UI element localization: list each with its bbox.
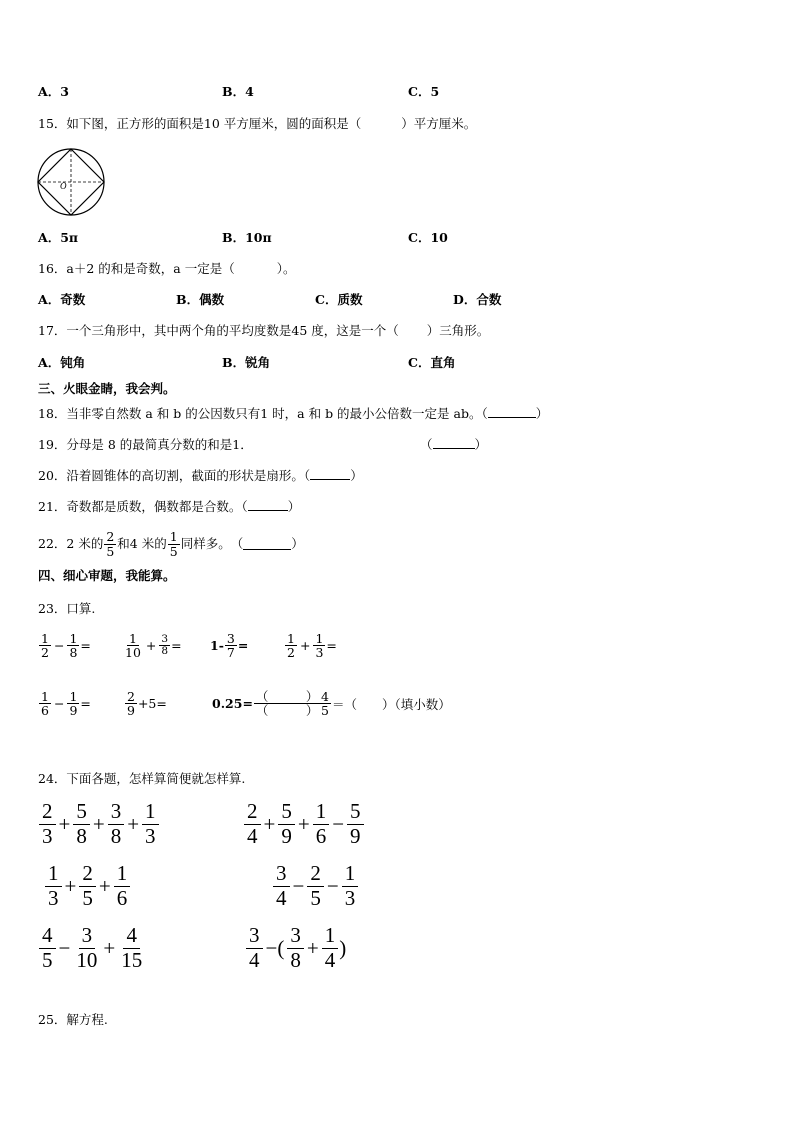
q19-answer xyxy=(420,437,487,453)
q14-option-a: A．3 xyxy=(38,84,69,99)
answer-blank[interactable] xyxy=(433,437,475,449)
q21-statement xyxy=(38,499,300,515)
q23-expr-3: 1- $\frac{3}{7}$ = xyxy=(210,631,249,661)
paren-open: （ xyxy=(420,437,433,452)
paren-close: ） xyxy=(287,499,301,514)
center-label: O xyxy=(60,181,67,191)
q24-expr-4: $\frac{3}{4}$ − $\frac{2}{5}$ − $\frac{1}{3}$ xyxy=(272,862,359,910)
q20-text: 20．沿着圆锥体的高切割，截面的形状是扇形。 xyxy=(38,468,304,483)
paren-close: ） xyxy=(535,406,549,421)
q17-text: 17．一个三角形中，其中两个角的平均度数是45 度，这是一个（ xyxy=(38,323,399,338)
q15-text: 15．如下图，正方形的面积是10 平方厘米，圆的面积是（ xyxy=(38,116,362,131)
q19-text: 19．分母是 8 的最简真分数的和是1． xyxy=(38,437,253,452)
answer-blank[interactable]: （ ） xyxy=(255,689,319,704)
q19-statement xyxy=(38,437,253,453)
q23-title: 23．口算. xyxy=(38,601,96,616)
q21-text: 21．奇数都是质数，偶数都是合数。 xyxy=(38,499,242,514)
q22-statement xyxy=(38,527,304,561)
q18-statement xyxy=(38,406,548,422)
q23-expr-1: $\frac{1}{2}$ − $\frac{1}{8}$ = xyxy=(41,631,91,661)
q24-expr-2: $\frac{2}{4}$ + $\frac{5}{9}$ + $\frac{1}{6}$ − $\frac{5}{9}$ xyxy=(243,800,365,848)
q16-text: 16．a＋2 的和是奇数，a 一定是（ xyxy=(38,261,235,276)
answer-blank[interactable]: （ ） xyxy=(255,703,319,719)
q20-statement xyxy=(38,468,363,484)
answer-blank[interactable] xyxy=(248,499,288,511)
q23-expr-4: $\frac{1}{2}$ + $\frac{1}{3}$ = xyxy=(287,631,337,661)
q17-option-a: A．钝角 xyxy=(38,355,86,370)
paren-close: ） xyxy=(350,468,363,483)
answer-blank[interactable] xyxy=(310,468,350,480)
q24-expr-5: $\frac{4}{5}$ − $\frac{3}{10}$ + $\frac{4}{15}$ xyxy=(38,924,146,972)
q23-expr-2: $\frac{1}{10}$ + $\frac{3}{8}$ = xyxy=(125,631,182,661)
q17-option-b: B．锐角 xyxy=(222,355,271,370)
fraction: $\frac{1}{5}$ xyxy=(169,529,178,559)
q16-question xyxy=(38,261,295,277)
q23-expr-8: $\frac{4}{5}$ ＝（ ）（填小数） xyxy=(321,689,451,719)
q23-expr-5: $\frac{1}{6}$ − $\frac{1}{9}$ = xyxy=(41,689,91,719)
q15-option-a: A．5π xyxy=(38,230,79,245)
q16-text-after: ）。 xyxy=(276,261,296,276)
q14-option-b: B．4 xyxy=(222,84,254,99)
circle-square-figure xyxy=(36,147,106,217)
q17-text-after: ）三角形。 xyxy=(426,323,490,338)
q23-expr-6: $\frac{2}{9}$ +5= xyxy=(127,689,167,719)
q15-option-c: C．10 xyxy=(408,230,448,245)
q22-text-2: 和4 米的 xyxy=(117,536,167,551)
q15-question xyxy=(38,116,476,132)
q22-text-1: 22．2 米的 xyxy=(38,536,104,551)
q15-option-b: B．10π xyxy=(222,230,272,245)
q17-option-c: C．直角 xyxy=(408,355,456,370)
section-4-heading: 四、细心审题，我能算。 xyxy=(38,568,176,583)
paren-close: ） xyxy=(474,437,488,452)
paren-close: ） xyxy=(291,536,304,551)
fraction: $\frac{2}{5}$ xyxy=(106,529,115,559)
q17-question xyxy=(38,323,489,339)
q14-option-c: C．5 xyxy=(408,84,440,99)
paren-open: （ xyxy=(230,536,244,551)
q16-option-a: A．奇数 xyxy=(38,292,86,307)
q18-text: 18．当非零自然数 a 和 b 的公因数只有1 时，a 和 b 的最小公倍数一定是 ab。 xyxy=(38,406,482,421)
paren-open: （ xyxy=(241,499,248,514)
q23-expr-7: 0.25= $\frac{( )}{( )}$ xyxy=(212,689,319,719)
answer-blank[interactable] xyxy=(488,406,536,418)
section-3-heading: 三、火眼金睛，我会判。 xyxy=(38,381,176,396)
q24-expr-6: $\frac{3}{4}$ −( $\frac{3}{8}$ + $\frac{1}{4}$ ) xyxy=(245,924,346,972)
answer-blank[interactable] xyxy=(243,538,291,550)
q16-option-c: C．质数 xyxy=(315,292,363,307)
q15-text-after: ）平方厘米。 xyxy=(401,116,477,131)
paren-open: （ xyxy=(481,406,488,421)
q24-expr-1: $\frac{2}{3}$ + $\frac{5}{8}$ + $\frac{3}{8}$ + $\frac{1}{3}$ xyxy=(38,800,160,848)
q16-option-d: D．合数 xyxy=(453,292,502,307)
q24-title: 24．下面各题，怎样算简便就怎样算. xyxy=(38,771,246,786)
q16-option-b: B．偶数 xyxy=(176,292,225,307)
q24-expr-3: $\frac{1}{3}$ + $\frac{2}{5}$ + $\frac{1}{6}$ xyxy=(44,862,131,910)
paren-open: （ xyxy=(303,468,311,483)
q25-title: 25．解方程. xyxy=(38,1012,108,1027)
q22-text-3: 同样多。 xyxy=(180,536,231,551)
